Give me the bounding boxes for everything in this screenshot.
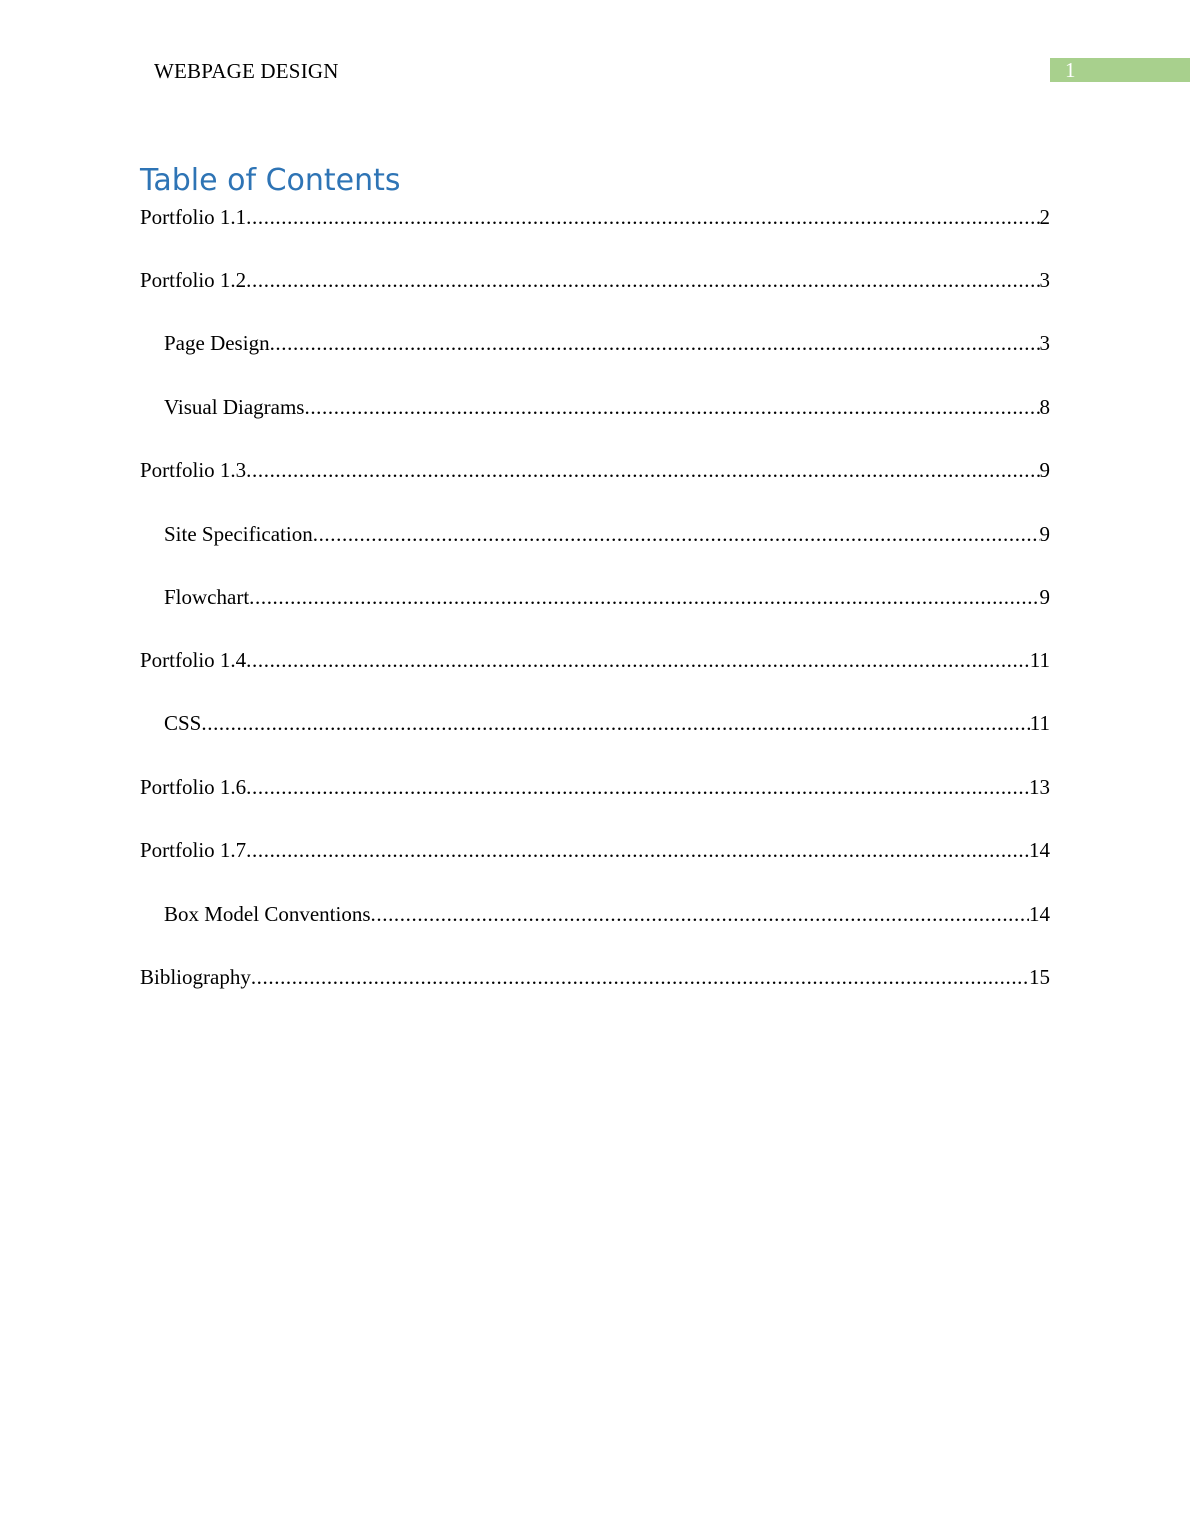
toc-dot-leader: [249, 583, 1039, 611]
toc-entry-portfolio-1-3[interactable]: [140, 456, 1050, 484]
toc-dot-leader: [246, 266, 1039, 294]
toc-entry-label: Portfolio 1.7: [140, 838, 247, 862]
toc-dot-leader: [304, 393, 1039, 421]
toc-entry-page: 9: [1039, 522, 1050, 546]
toc-entry-portfolio-1-4[interactable]: [140, 646, 1050, 674]
toc-dot-leader: [270, 329, 1040, 357]
toc-entry-page: 2: [1039, 205, 1050, 229]
toc-entry-page: 14: [1029, 902, 1050, 926]
running-header-title: WEBPAGE DESIGN: [154, 59, 339, 83]
page-number-badge: [1050, 58, 1190, 82]
toc-dot-leader: [201, 709, 1029, 737]
toc-entry-page: 11: [1029, 711, 1050, 735]
toc-entry-site-specification[interactable]: [164, 520, 1050, 548]
toc-dot-leader: [246, 773, 1029, 801]
page-number: 1: [1065, 58, 1076, 82]
toc-entry-page: 9: [1039, 585, 1050, 609]
toc-entry-page: 3: [1039, 268, 1050, 292]
toc-entry-label: Portfolio 1.2: [140, 268, 247, 292]
toc-entry-label: Bibliography: [140, 965, 251, 989]
toc-dot-leader: [246, 203, 1039, 231]
toc-entry-portfolio-1-7[interactable]: [140, 836, 1050, 864]
toc-entry-flowchart[interactable]: [164, 583, 1050, 611]
toc-dot-leader: [246, 836, 1029, 864]
toc-entry-label: Site Specification: [164, 522, 313, 546]
toc-entry-page: 9: [1039, 458, 1050, 482]
toc-entry-label: Page Design: [164, 331, 270, 355]
toc-entry-portfolio-1-2[interactable]: [140, 266, 1050, 294]
toc-dot-leader: [371, 900, 1029, 928]
toc-entry-bibliography[interactable]: [140, 963, 1050, 991]
toc-entry-label: Visual Diagrams: [164, 395, 305, 419]
toc-title: Table of Contents: [140, 163, 401, 198]
toc-entry-label: Portfolio 1.4: [140, 648, 247, 672]
toc-entry-page: 14: [1029, 838, 1050, 862]
toc-entry-label: Portfolio 1.1: [140, 205, 247, 229]
toc-entry-visual-diagrams[interactable]: [164, 393, 1050, 421]
toc-entry-portfolio-1-6[interactable]: [140, 773, 1050, 801]
toc-entry-page: 13: [1029, 775, 1050, 799]
toc-entry-page: 3: [1039, 331, 1050, 355]
toc-entry-page: 11: [1029, 648, 1050, 672]
toc-dot-leader: [246, 456, 1039, 484]
toc-entry-box-model-conventions[interactable]: [164, 900, 1050, 928]
toc-entry-label: Portfolio 1.6: [140, 775, 247, 799]
toc-dot-leader: [246, 646, 1030, 674]
toc-entry-page-design[interactable]: [164, 329, 1050, 357]
toc-entry-label: Flowchart: [164, 585, 250, 609]
toc-dot-leader: [313, 520, 1040, 548]
toc-entry-page: 8: [1039, 395, 1050, 419]
toc-dot-leader: [251, 963, 1029, 991]
toc-entry-portfolio-1-1[interactable]: [140, 203, 1050, 231]
toc-entry-css[interactable]: [164, 709, 1050, 737]
toc-entry-label: Portfolio 1.3: [140, 458, 247, 482]
toc-entry-label: Box Model Conventions: [164, 902, 371, 926]
toc-entry-page: 15: [1029, 965, 1050, 989]
toc-entry-label: CSS: [164, 711, 202, 735]
